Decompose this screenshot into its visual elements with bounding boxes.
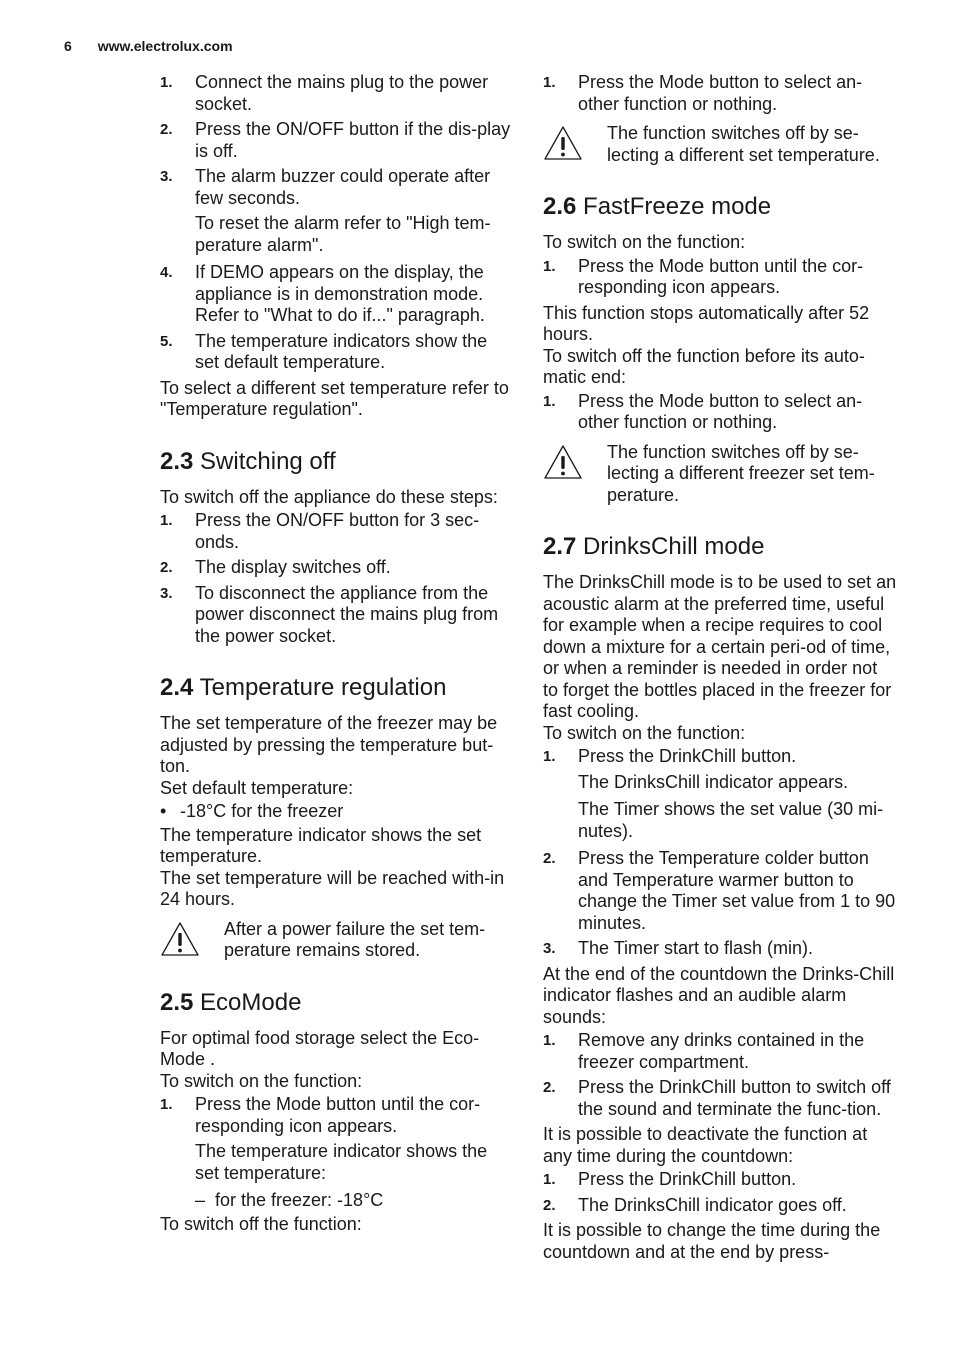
site-url: www.electrolux.com xyxy=(97,38,233,54)
list-item xyxy=(543,1077,897,1120)
warning-text: The function switches off by se-lecting a different freezer set tem-perature. xyxy=(607,441,875,505)
dash-mark: – xyxy=(195,1190,206,1210)
paragraph: Set default temperature: xyxy=(160,777,354,798)
left-column xyxy=(160,70,512,1235)
paragraph: At the end of the countdown the Drinks-Chill indicator flashes and an audible alarm sounds: xyxy=(543,963,895,1027)
step-note: To reset the alarm refer to "High tem-perature alarm". xyxy=(195,213,491,255)
step-text: To disconnect the appliance from the power disconnect the mains plug from the power socket. xyxy=(195,582,499,646)
section-title: DrinksChill mode xyxy=(583,533,765,560)
section-heading-drinkschill xyxy=(543,532,897,562)
paragraph: The set temperature will be reached with-in 24 hours. xyxy=(160,867,505,909)
list-item xyxy=(543,256,897,299)
paragraph: To select a different set temperature refer to "Temperature regulation". xyxy=(160,377,509,419)
step-number: 3. xyxy=(160,168,173,185)
step-text: Press the Mode button until the cor-responding icon appears. xyxy=(578,255,864,297)
list-item xyxy=(160,262,512,327)
step-number: 1. xyxy=(160,74,173,91)
list-item xyxy=(543,1030,897,1073)
step-text: Remove any drinks contained in the freezer compartment. xyxy=(578,1030,865,1072)
warning-text: After a power failure the set tem-perature remains stored. xyxy=(224,918,486,960)
paragraph: For optimal food storage select the Eco-Mode . xyxy=(160,1027,480,1069)
list-item xyxy=(160,557,512,579)
paragraph: This function stops automatically after 52 hours. xyxy=(543,302,870,344)
list-item xyxy=(160,119,512,162)
dash-text: for the freezer: -18°C xyxy=(215,1190,384,1210)
list-item xyxy=(543,1169,897,1191)
step-number: 3. xyxy=(160,584,173,602)
page-number: 6 xyxy=(64,38,72,54)
step-text: The DrinksChill indicator goes off. xyxy=(578,1194,847,1215)
section-heading-ecomode xyxy=(160,988,512,1018)
section-title: Temperature regulation xyxy=(199,674,447,701)
paragraph: To switch off the appliance do these steps: xyxy=(160,486,498,507)
step-text: The Timer start to flash (min). xyxy=(578,938,814,958)
bullet-item xyxy=(160,801,512,823)
step-text: Press the ON/OFF button if the dis-play is off. xyxy=(195,119,511,161)
step-number: 5. xyxy=(160,332,173,350)
warning-icon xyxy=(543,123,607,166)
paragraph: To switch off the function: xyxy=(160,1213,362,1234)
list-item xyxy=(543,938,897,960)
paragraph: To switch on the function: xyxy=(543,232,746,252)
step-text: Press the Mode button to select an-other function or nothing. xyxy=(578,390,863,432)
paragraph: It is possible to change the time during the countdown and at the end by press- xyxy=(543,1220,881,1262)
section-number: 2.5 xyxy=(160,988,194,1016)
warning-icon xyxy=(543,442,607,507)
step-number: 1. xyxy=(543,74,556,91)
step-text: Press the DrinkChill button to switch off the sound and terminate the func-tion. xyxy=(578,1077,891,1119)
section-heading-temperature-regulation xyxy=(160,673,512,703)
list-item xyxy=(543,1195,897,1217)
section-number: 2.3 xyxy=(160,447,194,475)
list-item xyxy=(160,583,512,648)
section-title: EcoMode xyxy=(200,988,302,1016)
step-text: Press the DrinkChill button. xyxy=(578,1169,797,1189)
list-item xyxy=(160,331,512,374)
section-number: 2.4 xyxy=(160,674,194,701)
list-item xyxy=(543,72,897,115)
list-item xyxy=(160,166,512,209)
bullet-text: -18°C for the freezer xyxy=(180,801,344,821)
step-number: 1. xyxy=(543,748,556,765)
paragraph: The set temperature of the freezer may be adjusted by pressing the temperature but-ton. xyxy=(160,713,498,776)
step-text: Press the Temperature colder button and Temperature warmer button to change the Timer set value from 1 to 90 minutes. xyxy=(578,848,896,933)
step-number: 1. xyxy=(543,1171,556,1188)
step-number: 1. xyxy=(160,1096,173,1113)
step-number: 1. xyxy=(543,257,556,275)
step-text: Press the DrinkChill button. xyxy=(578,746,797,766)
warning-note xyxy=(543,123,897,166)
paragraph: To switch off the function before its auto-matic end: xyxy=(543,345,865,387)
step-number: 1. xyxy=(543,1032,556,1049)
list-item xyxy=(543,746,897,768)
step-number: 2. xyxy=(160,121,173,138)
step-text: Press the Mode button to select an-other function or nothing. xyxy=(578,72,863,114)
list-item xyxy=(160,510,512,553)
step-text: The alarm buzzer could operate after few seconds. xyxy=(195,166,491,208)
list-item xyxy=(160,1094,512,1137)
step-number: 3. xyxy=(543,940,556,957)
dash-item xyxy=(195,1190,512,1212)
step-text: Press the Mode button until the cor-responding icon appears. xyxy=(195,1094,481,1136)
warning-note xyxy=(543,442,897,507)
page-header xyxy=(64,38,233,54)
bullet-dot: • xyxy=(160,801,167,821)
list-item xyxy=(160,72,512,115)
step-text: Press the ON/OFF button for 3 sec-onds. xyxy=(195,510,480,552)
step-note: The Timer shows the set value (30 mi-nutes). xyxy=(578,799,884,841)
paragraph: It is possible to deactivate the function at any time during the countdown: xyxy=(543,1124,868,1166)
step-number: 4. xyxy=(160,264,173,281)
step-number: 2. xyxy=(543,1079,556,1096)
step-number: 2. xyxy=(543,1196,556,1214)
step-number: 2. xyxy=(543,850,556,867)
step-note: The temperature indicator shows the set temperature: xyxy=(195,1141,488,1183)
step-number: 1. xyxy=(543,392,556,410)
step-text: The temperature indicators show the set default temperature. xyxy=(195,330,488,372)
step-text: The display switches off. xyxy=(195,557,391,577)
warning-note xyxy=(160,919,512,962)
paragraph: To switch on the function: xyxy=(160,1070,363,1091)
list-item xyxy=(543,391,897,434)
paragraph: To switch on the function: xyxy=(543,722,746,743)
step-note: The DrinksChill indicator appears. xyxy=(578,771,849,792)
step-number: 1. xyxy=(160,512,173,529)
section-heading-switching-off xyxy=(160,447,512,477)
section-title: Switching off xyxy=(200,447,336,475)
right-column xyxy=(543,70,897,1263)
step-text: Connect the mains plug to the power socket. xyxy=(195,72,489,114)
list-item xyxy=(543,848,897,934)
section-number: 2.6 xyxy=(543,193,577,220)
paragraph: The DrinksChill mode is to be used to set an acoustic alarm at the preferred time, useful for example when a recipe requires to cool down a mixture for a certain peri-od of time, or when a reminder is needed in order not to forget the bottles placed in the freezer for fast cooling. xyxy=(543,572,897,721)
warning-icon xyxy=(160,919,224,962)
step-number: 2. xyxy=(160,559,173,576)
section-heading-fastfreeze xyxy=(543,192,897,222)
section-title: FastFreeze mode xyxy=(583,193,772,220)
step-text: If DEMO appears on the display, the appliance is in demonstration mode. Refer to "What to do if..." paragraph. xyxy=(195,262,485,325)
warning-text: The function switches off by se-lecting a different set temperature. xyxy=(607,123,880,165)
section-number: 2.7 xyxy=(543,533,577,560)
paragraph: The temperature indicator shows the set temperature. xyxy=(160,824,482,866)
